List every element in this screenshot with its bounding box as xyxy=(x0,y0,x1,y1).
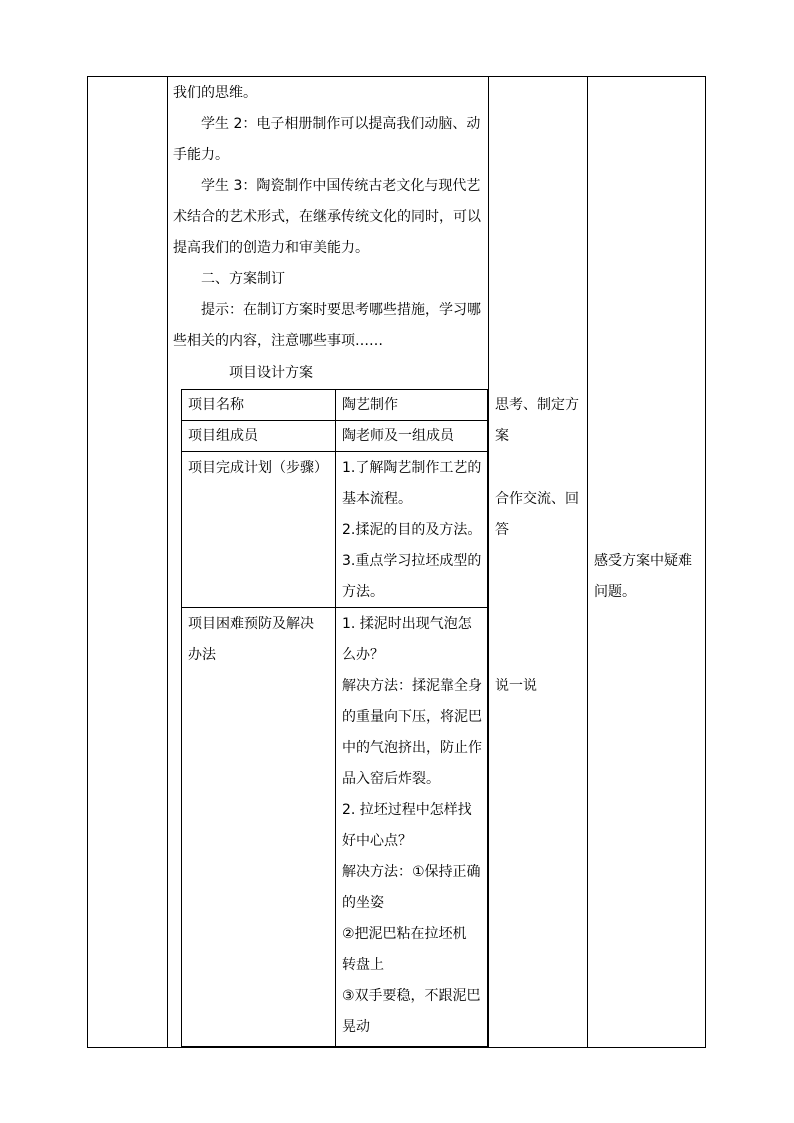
paragraph-end: 我们的思维。 xyxy=(173,85,257,101)
plan-row2-label: 项目组成员 xyxy=(188,428,258,444)
column-divider-2 xyxy=(488,76,489,1048)
student2-line1: 学生 2：电子相册制作可以提高我们动脑、动 xyxy=(201,116,481,132)
plan-row4-line: 1. 揉泥时出现气泡怎 xyxy=(342,616,472,632)
student2-line2: 手能力。 xyxy=(173,147,229,163)
plan-row-divider-1 xyxy=(181,420,488,421)
plan-row4-label-line: 项目困难预防及解决 xyxy=(188,616,314,632)
column-divider-3 xyxy=(587,76,588,1048)
plan-row4-line: 么办？ xyxy=(342,647,384,663)
student3-line3: 提高我们的创造力和审美能力。 xyxy=(173,240,369,256)
plan-table-title: 项目设计方案 xyxy=(229,365,313,381)
plan-table-divider xyxy=(335,389,336,1047)
plan-row3-line: 3.重点学习拉坯成型的 xyxy=(342,553,482,569)
student3-line2: 术结合的艺术形式，在继承传统文化的同时，可以 xyxy=(173,209,481,225)
hint-line1: 提示：在制订方案时要思考哪些措施，学习哪 xyxy=(201,302,481,318)
plan-row-divider-3 xyxy=(181,607,488,608)
plan-row4-line: 解决方法：①保持正确 xyxy=(342,864,481,880)
plan-row1-label: 项目名称 xyxy=(188,397,244,413)
plan-row3-line: 基本流程。 xyxy=(342,491,412,507)
activity-item2-line2: 答 xyxy=(495,522,509,538)
intent-line1: 感受方案中疑难 xyxy=(594,553,692,569)
column-divider-1 xyxy=(167,76,168,1048)
plan-row3-line: 1.了解陶艺制作工艺的 xyxy=(342,460,482,476)
intent-line2: 问题。 xyxy=(594,584,636,600)
plan-row3-label: 项目完成计划（步骤） xyxy=(188,460,328,476)
plan-row4-line: 的重量向下压，将泥巴 xyxy=(342,709,482,725)
activity-item2-line1: 合作交流、回 xyxy=(495,491,579,507)
plan-row4-line: 好中心点？ xyxy=(342,833,412,849)
plan-row4-label-line: 办法 xyxy=(188,647,216,663)
activity-item1-line2: 案 xyxy=(495,428,509,444)
plan-row4-line: 2. 拉坯过程中怎样找 xyxy=(342,802,472,818)
plan-row1-value: 陶艺制作 xyxy=(342,397,398,413)
plan-row3-line: 2.揉泥的目的及方法。 xyxy=(342,522,482,538)
plan-row4-line: ②把泥巴粘在拉坯机 xyxy=(342,926,467,942)
plan-row3-line: 方法。 xyxy=(342,584,384,600)
plan-row4-line: 解决方法：揉泥靠全身 xyxy=(342,678,482,694)
plan-row4-line: 晃动 xyxy=(342,1019,370,1035)
section-title: 二、方案制订 xyxy=(201,271,285,287)
plan-row4-line: 转盘上 xyxy=(342,957,384,973)
plan-row4-line: ③双手要稳，不跟泥巴 xyxy=(342,988,481,1004)
plan-row4-line: 中的气泡挤出，防止作 xyxy=(342,740,482,756)
plan-row4-line: 品入窑后炸裂。 xyxy=(342,771,440,787)
plan-row4-line: 的坐姿 xyxy=(342,895,384,911)
plan-row2-value: 陶老师及一组成员 xyxy=(342,428,454,444)
plan-row-divider-2 xyxy=(181,451,488,452)
hint-line2: 些相关的内容，注意哪些事项…… xyxy=(173,333,383,349)
activity-item1-line1: 思考、制定方 xyxy=(495,397,579,413)
activity-item3: 说一说 xyxy=(495,678,537,694)
student3-line1: 学生 3：陶瓷制作中国传统古老文化与现代艺 xyxy=(201,178,481,194)
